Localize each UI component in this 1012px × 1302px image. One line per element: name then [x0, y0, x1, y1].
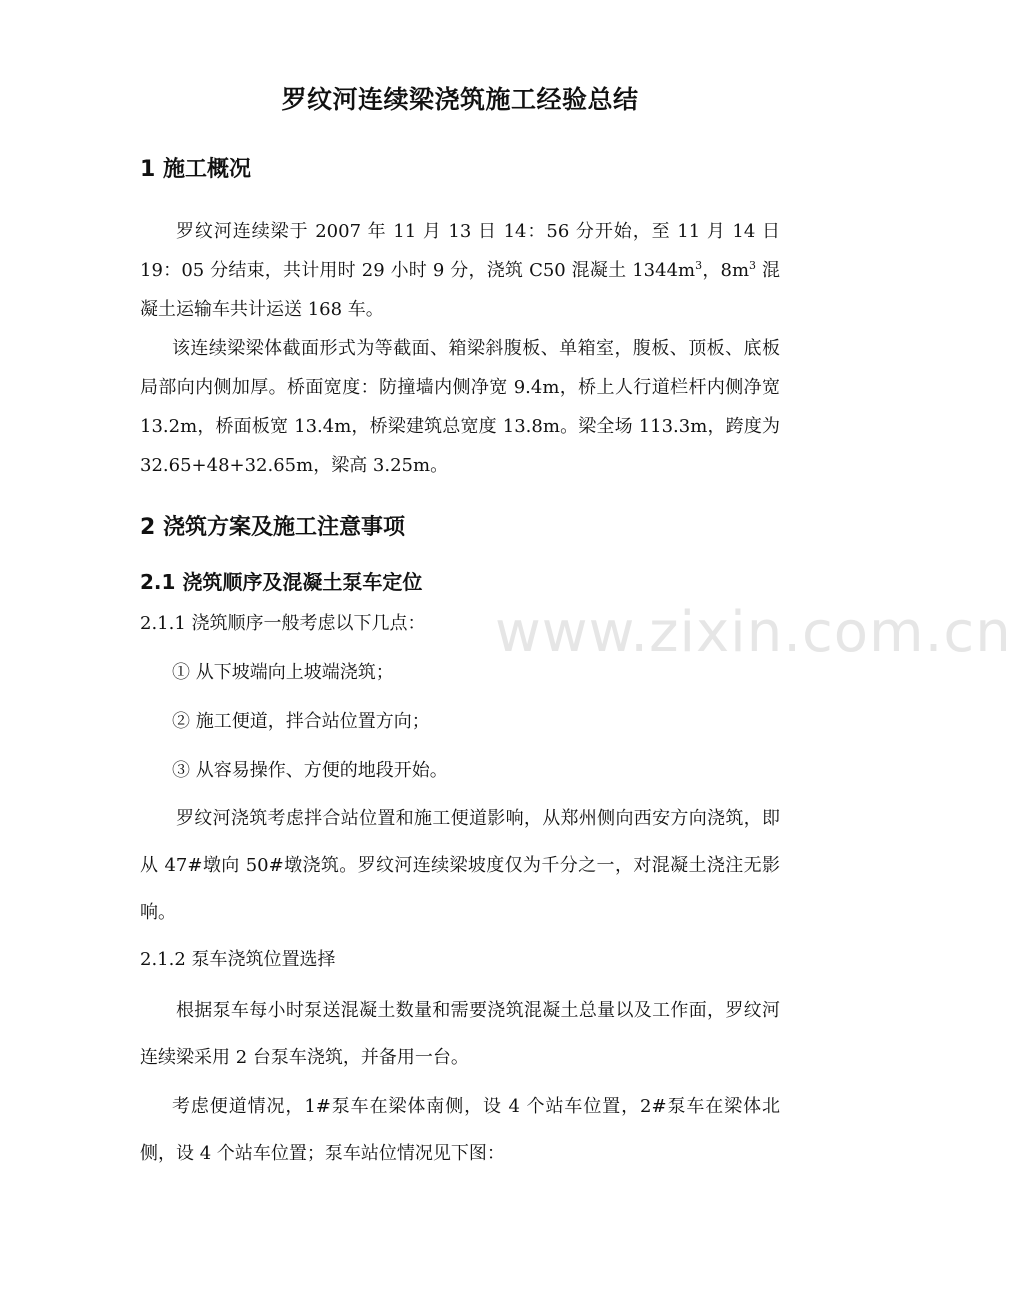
document-title: 罗纹河连续梁浇筑施工经验总结 [281, 85, 639, 114]
para1-text-b: ，8m [702, 260, 750, 281]
para1-text-a: 罗纹河连续梁于 2007 年 11 月 13 日 14：56 分开始，至 11 月 14 日 19：05 分结束，共计用时 29 小时 9 分，浇筑 C50 混凝土 1344m [140, 221, 780, 281]
section-2-1-1-heading: 2.1.1 浇筑顺序一般考虑以下几点： [140, 613, 426, 634]
section-2-1-2-paragraph-1: 根据泵车每小时泵送混凝土数量和需要浇筑混凝土总量以及工作面，罗纹河连续梁采用 2 台泵车浇筑，并备用一台。 [140, 1000, 780, 1068]
section-2-1-heading: 2.1 浇筑顺序及混凝土泵车定位 [140, 570, 423, 594]
list-item: ② 施工便道，拌合站位置方向； [172, 711, 430, 732]
watermark: www.zixin.com.cn [495, 600, 1012, 665]
section-1-paragraph-2: 该连续梁梁体截面形式为等截面、箱梁斜腹板、单箱室，腹板、顶板、底板局部向内侧加厚。桥面宽度：防撞墙内侧净宽 9.4m，桥上人行道栏杆内侧净宽 13.2m，桥面板宽 13.4m，桥梁建筑总宽度 13.8m。梁全场 113.3m，跨度为 32.65+48+32.65m，梁高 3.25m。 [140, 338, 780, 476]
superscript: 3 [749, 259, 757, 272]
section-1-paragraph-1 [140, 212, 780, 329]
list-item: ③ 从容易操作、方便的地段开始。 [172, 760, 448, 781]
section-2-heading: 2 浇筑方案及施工注意事项 [140, 515, 405, 540]
list-item: ① 从下坡端向上坡端浇筑； [172, 662, 394, 683]
section-2-1-2-paragraph-2: 考虑便道情况，1#泵车在梁体南侧，设 4 个站车位置，2#泵车在梁体北侧，设 4 个站车位置；泵车站位情况见下图： [140, 1096, 780, 1164]
superscript: 3 [695, 259, 703, 272]
section-2-1-1-paragraph: 罗纹河浇筑考虑拌合站位置和施工便道影响，从郑州侧向西安方向浇筑，即从 47#墩向 50#墩浇筑。罗纹河连续梁坡度仅为千分之一，对混凝土浇注无影响。 [140, 808, 780, 923]
para1-text-c: 混凝土运输车共计运送 168 车。 [140, 260, 780, 320]
section-1-heading: 1 施工概况 [140, 157, 251, 182]
section-2-1-2-heading: 2.1.2 泵车浇筑位置选择 [140, 949, 336, 970]
